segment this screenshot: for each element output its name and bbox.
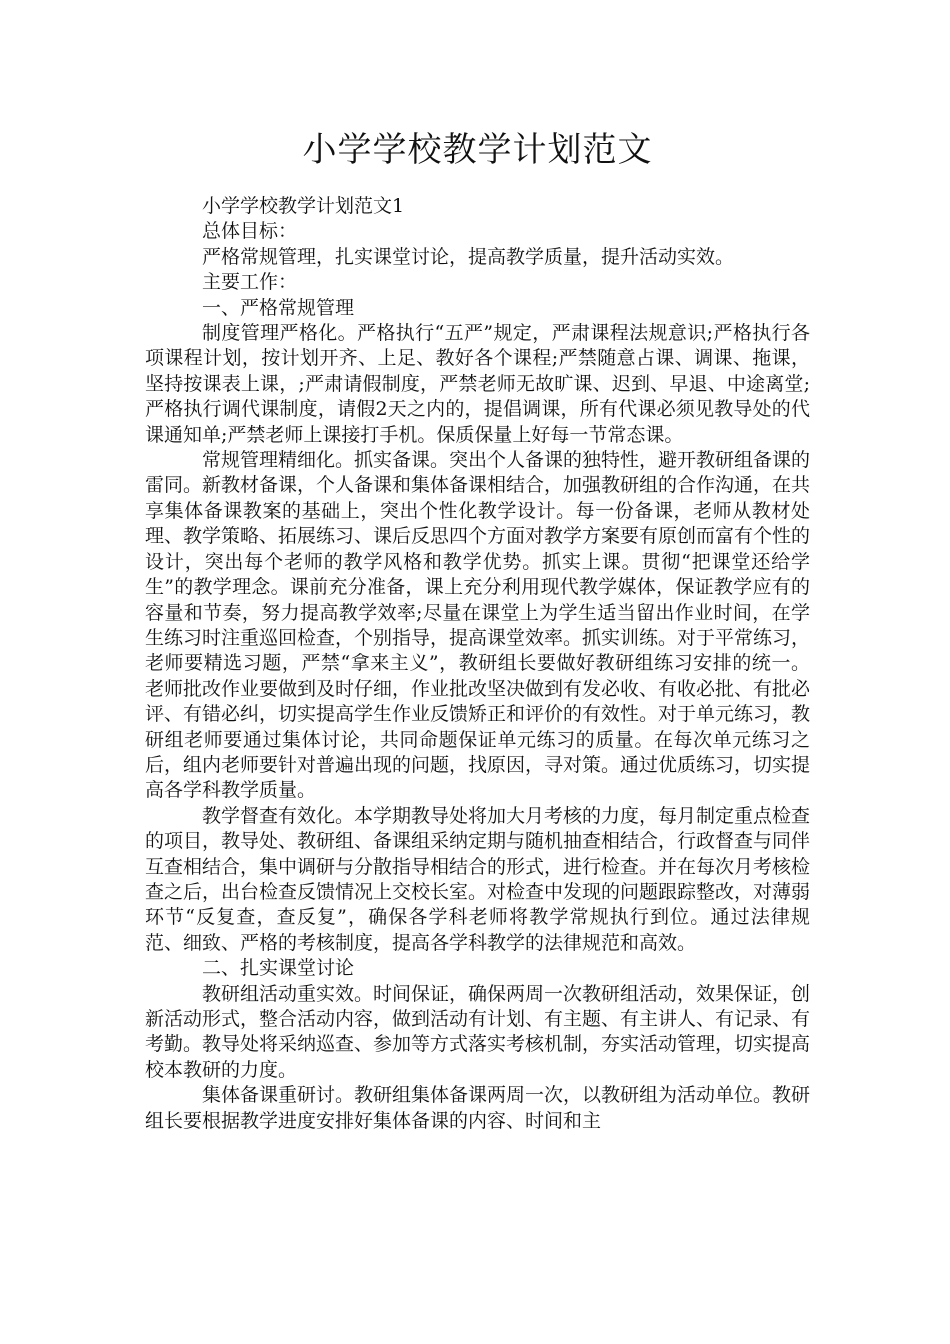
section-heading-1: 一、严格常规管理 [202, 296, 355, 319]
paragraph-3: 教学督查有效化。本学期教导处将加大月考核的力度，每月制定重点检查的项目，教导处、教研组、备课组采纳定期与随机抽查相结合，行政督查与同伴互查相结合，集中调研与分散指导相结合的形式，进行检查。并在每次月考核检查之后，出台检查反馈情况上交校长室。对检查中发现的问题跟踪整改，对薄弱环节“反复查，查反复”，确保各学科老师将教学常规执行到位。通过法律规范、细致、严格的考核制度，提高各学科教学的法律规范和高效。 [145, 804, 811, 954]
goal-label: 总体目标： [202, 220, 298, 243]
paragraph-5: 集体备课重研讨。教研组集体备课两周一次，以教研组为活动单位。教研组长要根据教学进度安排好集体备课的内容、时间和主 [145, 1084, 811, 1132]
paragraph-4: 教研组活动重实效。时间保证，确保两周一次教研组活动，效果保证，创新活动形式，整合活动内容，做到活动有计划、有主题、有主讲人、有记录、有考勤。教导处将采纳巡查、参加等方式落实考核机制，夯实活动管理，切实提高校本教研的力度。 [145, 982, 811, 1081]
document-subtitle: 小学学校教学计划范文1 [202, 195, 405, 217]
paragraph-2: 常规管理精细化。抓实备课。突出个人备课的独特性，避开教研组备课的雷同。新教材备课，个人备课和集体备课相结合，加强教研组的合作沟通，在共享集体备课教案的基础上，突出个性化教学设计。每一份备课，老师从教材处理、教学策略、拓展练习、课后反思四个方面对教学方案要有原创而富有个性的设计，突出每个老师的教学风格和教学优势。抓实上课。贯彻“把课堂还给学生”的教学理念。课前充分准备，课上充分利用现代教学媒体，保证教学应有的容量和节奏，努力提高教学效率;尽量在课堂上为学生适当留出作业时间，在学生练习时注重巡回检查，个别指导，提高课堂效率。抓实训练。对于平常练习，老师要精选习题，严禁“拿来主义”，教研组长要做好教研组练习安排的统一。老师批改作业要做到及时仔细，作业批改坚决做到有发必收、有收必批、有批必评、有错必纠，切实提高学生作业反馈矫正和评价的有效性。对于单元练习，教研组老师要通过集体讨论，共同命题保证单元练习的质量。在每次单元练习之后，组内老师要针对普遍出现的问题，找原因，寻对策。通过优质练习，切实提高各学科教学质量。 [145, 449, 811, 802]
paragraph-1: 制度管理严格化。严格执行“五严”规定，严肃课程法规意识;严格执行各项课程计划，按计划开齐、上足、教好各个课程;严禁随意占课、调课、拖课，坚持按课表上课，;严肃请假制度，严禁老师无故旷课、迟到、早退、中途离堂;严格执行调代课制度，请假2天之内的，提倡调课，所有代课必须见教导处的代课通知单;严禁老师上课接打手机。保质保量上好每一节常态课。 [145, 322, 810, 446]
section-heading-2: 二、扎实课堂讨论 [202, 957, 355, 980]
document-page [145, 128, 810, 1134]
goal-text: 严格常规管理，扎实课堂讨论，提高教学质量，提升活动实效。 [202, 245, 735, 268]
work-label: 主要工作： [202, 271, 298, 294]
document-title: 小学学校教学计划范文 [302, 130, 653, 170]
